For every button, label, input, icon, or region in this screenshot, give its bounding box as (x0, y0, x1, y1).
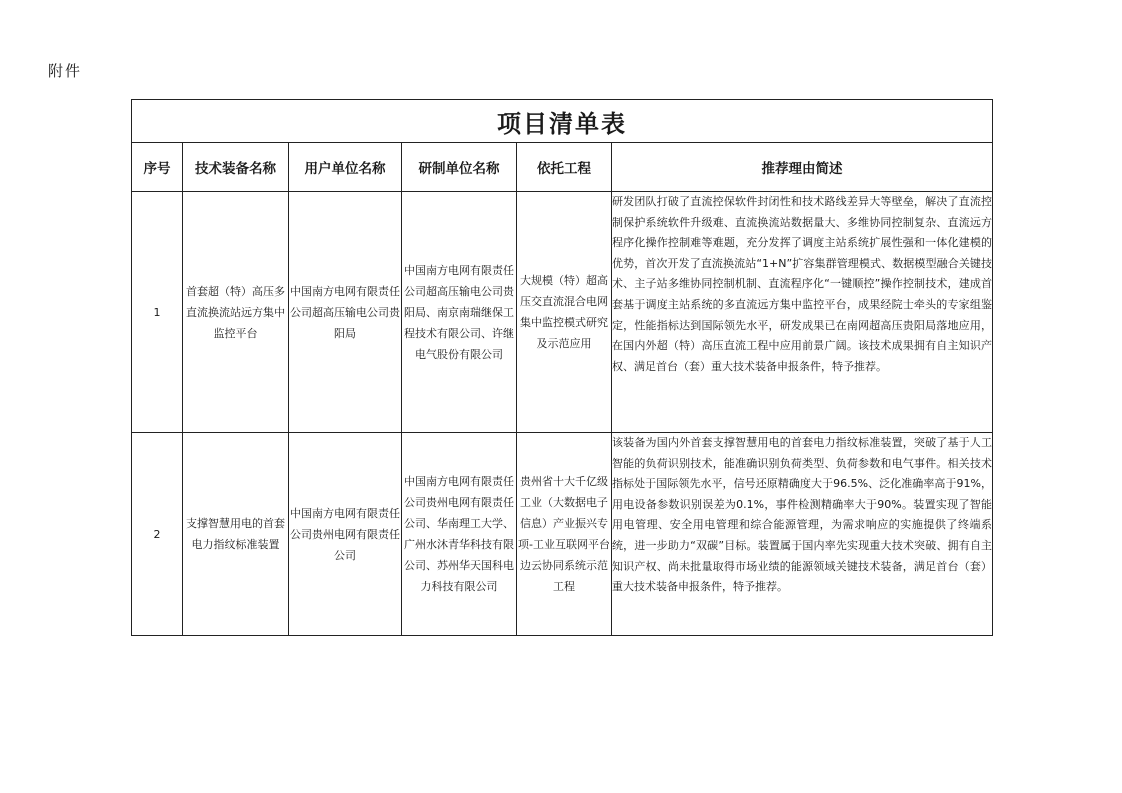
table-row (132, 433, 993, 636)
header-project: 依托工程 (517, 143, 612, 192)
cell-seq: 2 (132, 433, 183, 636)
header-equipment: 技术装备名称 (183, 143, 289, 192)
cell-equipment: 支撑智慧用电的首套电力指纹标准装置 (183, 433, 289, 636)
cell-equipment: 首套超（特）高压多直流换流站远方集中监控平台 (183, 192, 289, 433)
table-header-row (132, 143, 993, 192)
project-list-table (131, 99, 993, 636)
header-user-unit: 用户单位名称 (289, 143, 402, 192)
header-seq: 序号 (132, 143, 183, 192)
header-reason: 推荐理由简述 (612, 143, 993, 192)
cell-developer: 中国南方电网有限责任公司超高压输电公司贵阳局、南京南瑞继保工程技术有限公司、许继电气股份有限公司 (402, 192, 517, 433)
cell-project: 贵州省十大千亿级工业（大数据电子信息）产业振兴专项-工业互联网平台边云协同系统示范工程 (517, 433, 612, 636)
cell-reason: 研发团队打破了直流控保软件封闭性和技术路线差异大等壁垒，解决了直流控制保护系统软件升级难、直流换流站数据量大、多维协同控制复杂、直流远方程序化操作控制难等难题，充分发挥了调度主站系统扩展性强和一体化建模的优势，首次开发了直流换流站“1+N”扩容集群管理模式、数据模型融合关键技术、主子站多维协同控制机制、直流程序化“一键顺控”操作控制技术，建成首套基于调度主站系统的多直流远方集中监控平台，成果经院士牵头的专家组鉴定，性能指标达到国际领先水平，研发成果已在南网超高压贵阳局落地应用，在国内外超（特）高压直流工程中应用前景广阔。该技术成果拥有自主知识产权、满足首台（套）重大技术装备申报条件，特予推荐。 (612, 192, 993, 433)
cell-user-unit: 中国南方电网有限责任公司贵州电网有限责任公司 (289, 433, 402, 636)
table-title: 项目清单表 (132, 100, 993, 143)
attachment-label: 附件 (48, 62, 83, 80)
cell-seq: 1 (132, 192, 183, 433)
cell-user-unit: 中国南方电网有限责任公司超高压输电公司贵阳局 (289, 192, 402, 433)
cell-reason: 该装备为国内外首套支撑智慧用电的首套电力指纹标准装置，突破了基于人工智能的负荷识别技术，能准确识别负荷类型、负荷参数和电气事件。相关技术指标处于国际领先水平，信号还原精确度大于96.5%、泛化准确率高于91%，用电设备参数识别误差为0.1%，事件检测精确率大于90%。装置实现了智能用电管理、安全用电管理和综合能源管理，为需求响应的实施提供了终端系统，进一步助力“双碳”目标。装置属于国内率先实现重大技术突破、拥有自主知识产权、尚未批量取得市场业绩的能源领域关键技术装备，满足首台（套）重大技术装备申报条件，特予推荐。 (612, 433, 993, 636)
header-developer: 研制单位名称 (402, 143, 517, 192)
table-row (132, 192, 993, 433)
cell-developer: 中国南方电网有限责任公司贵州电网有限责任公司、华南理工大学、广州水沐青华科技有限公司、苏州华天国科电力科技有限公司 (402, 433, 517, 636)
cell-project: 大规模（特）超高压交直流混合电网集中监控模式研究及示范应用 (517, 192, 612, 433)
